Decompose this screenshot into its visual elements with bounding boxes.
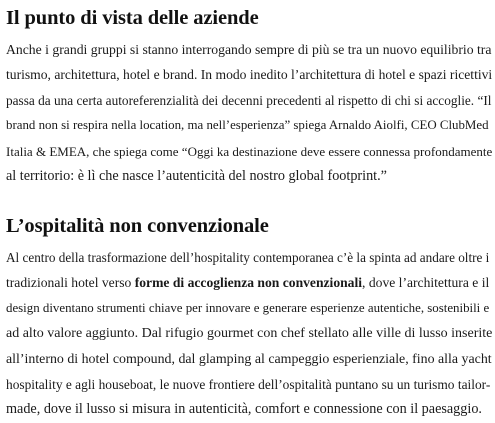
paragraph-line: brand non si respira nella location, ma nell’esperienza” spiega Arnaldo Aiolfi, CEO ClubMed	[6, 118, 489, 133]
paragraph-line: ad alto valore aggiunto. Dal rifugio gourmet con chef stellato alle ville di lusso inserite	[6, 326, 493, 342]
paragraph-line-with-emphasis	[6, 270, 492, 295]
paragraph-line: Anche i grandi gruppi si stanno interrogando sempre di più se tra un nuovo equilibrio tra	[6, 42, 492, 57]
paragraph-companies-view	[6, 37, 492, 189]
bold-emphasis: forme di accoglienza non convenzionali	[134, 275, 363, 291]
text-run: tradizionali hotel verso	[6, 275, 135, 291]
paragraph-line: Italia & EMEA, che spiega come “Oggi ka destinazione deve essere connessa profondamente	[6, 143, 493, 159]
text-run: , dove l’architettura e il	[362, 275, 490, 291]
paragraph-line: Al centro della trasformazione dell’hospitality contemporanea c’è la spinta ad andare oltre i	[6, 250, 490, 265]
paragraph-line: hospitality e agli houseboat, le nuove frontiere dell’ospitalità puntano su un turismo tailor-	[6, 376, 491, 392]
paragraph-line: passa da una certa autoreferenzialità dei decenni precedenti al rispetto di chi si accoglie. “Il	[6, 92, 492, 108]
paragraph-line: al territorio: è lì che nasce l’autenticità del nostro global footprint.”	[6, 167, 387, 184]
paragraph-line: turismo, architettura, hotel e brand. In modo inedito l’architettura di hotel e spazi ricettivi	[6, 67, 493, 83]
section-heading-companies-view: Il punto di vista delle aziende	[6, 7, 259, 29]
paragraph-line: made, dove il lusso si misura in autenticità, comfort e connessione con il paesaggio.	[6, 401, 482, 418]
paragraph-unconventional-hospitality	[6, 245, 492, 423]
section-heading-unconventional-hospitality: L’ospitalità non convenzionale	[6, 215, 269, 237]
paragraph-line: design diventano strumenti chiave per innovare e generare esperienze autentiche, sostenibili e	[6, 300, 490, 315]
paragraph-line: all’interno di hotel compound, dal glamping al campeggio esperienziale, fino alla yacht	[6, 351, 492, 367]
